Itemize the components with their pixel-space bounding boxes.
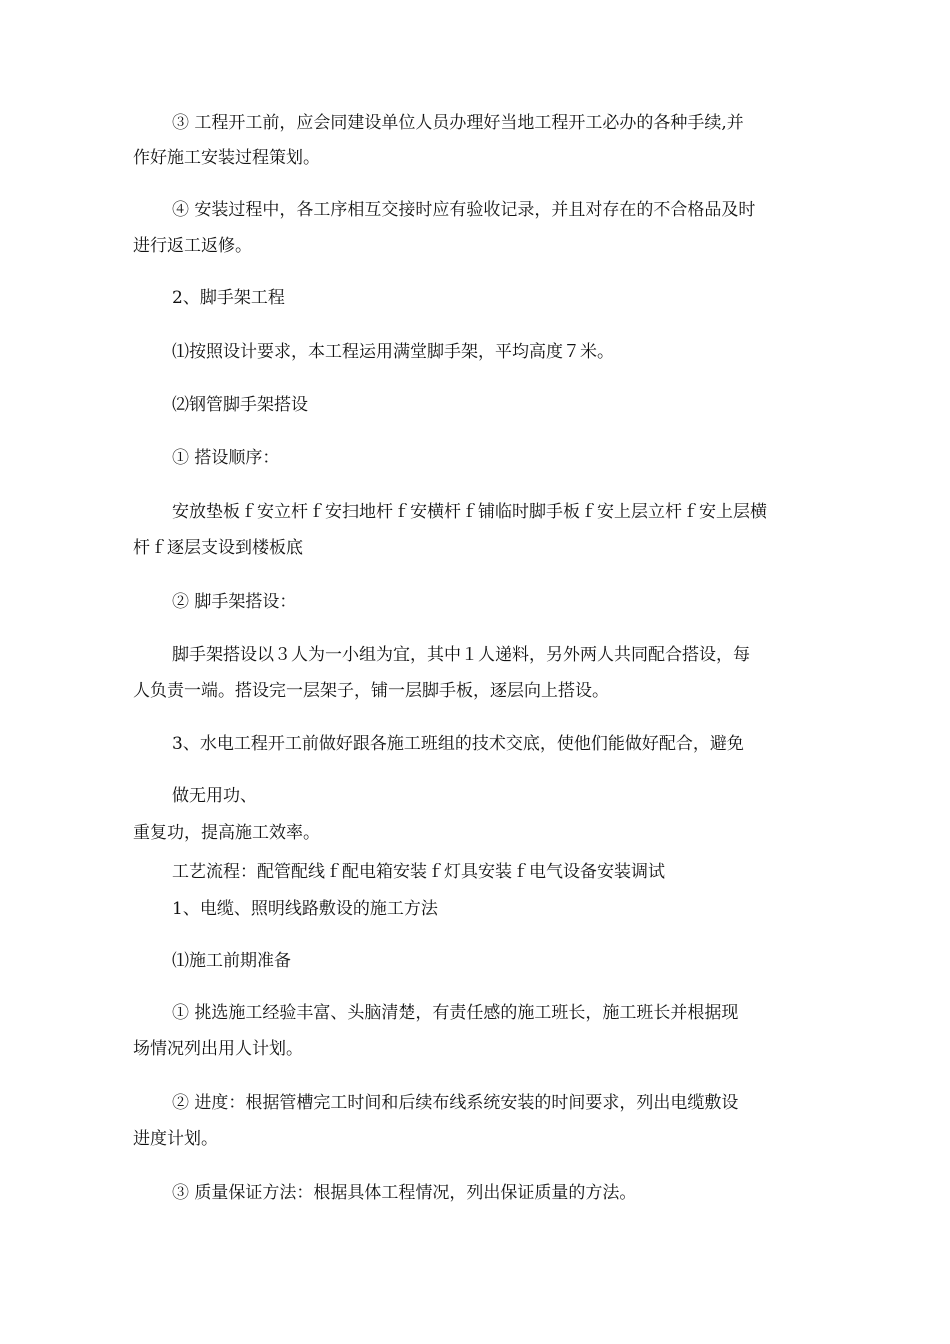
text-line: ⑴施工前期准备 [172, 951, 291, 971]
text-line: ⑵钢管脚手架搭设 [172, 395, 308, 415]
text-line: 人负责一端。搭设完一层架子，铺一层脚手板，逐层向上搭设。 [133, 681, 609, 701]
text-line: 场情况列出用人计划。 [133, 1039, 303, 1059]
section-heading: 2、脚手架工程 [172, 288, 285, 308]
text-line: 工艺流程：配管配线ｆ配电箱安装ｆ灯具安装ｆ电气设备安装调试 [172, 862, 665, 882]
text-line: ② 脚手架搭设： [172, 592, 297, 612]
section-heading: 1、电缆、照明线路敷设的施工方法 [172, 899, 438, 919]
text-line: 进度计划。 [133, 1129, 218, 1149]
text-line: 做无用功、 [172, 786, 257, 806]
text-line: ② 进度：根据管槽完工时间和后续布线系统安装的时间要求，列出电缆敷设 [172, 1093, 739, 1113]
text-line: 重复功，提高施工效率。 [133, 823, 320, 843]
text-line: 脚手架搭设以３人为一小组为宜，其中１人递料，另外两人共同配合搭设，每 [172, 645, 750, 665]
text-line: ① 搭设顺序： [172, 448, 280, 468]
text-line: 安放垫板ｆ安立杆ｆ安扫地杆ｆ安横杆ｆ铺临时脚手板ｆ安上层立杆ｆ安上层横 [172, 502, 767, 522]
section-heading: 3、水电工程开工前做好跟各施工班组的技术交底，使他们能做好配合，避免 [172, 734, 744, 754]
text-line: ① 挑选施工经验丰富、头脑清楚，有责任感的施工班长，施工班长并根据现 [172, 1003, 739, 1023]
text-line: 进行返工返修。 [133, 236, 252, 256]
text-line: 作好施工安装过程策划。 [133, 148, 320, 168]
text-line: 杆ｆ逐层支设到楼板底 [133, 538, 303, 558]
text-line: ③ 工程开工前，应会同建设单位人员办理好当地工程开工必办的各种手续,并 [172, 113, 744, 133]
text-line: ⑴按照设计要求，本工程运用满堂脚手架，平均高度７米。 [172, 342, 614, 362]
text-line: ③ 质量保证方法：根据具体工程情况，列出保证质量的方法。 [172, 1183, 637, 1203]
text-line: ④ 安装过程中，各工序相互交接时应有验收记录，并且对存在的不合格品及时 [172, 200, 756, 220]
